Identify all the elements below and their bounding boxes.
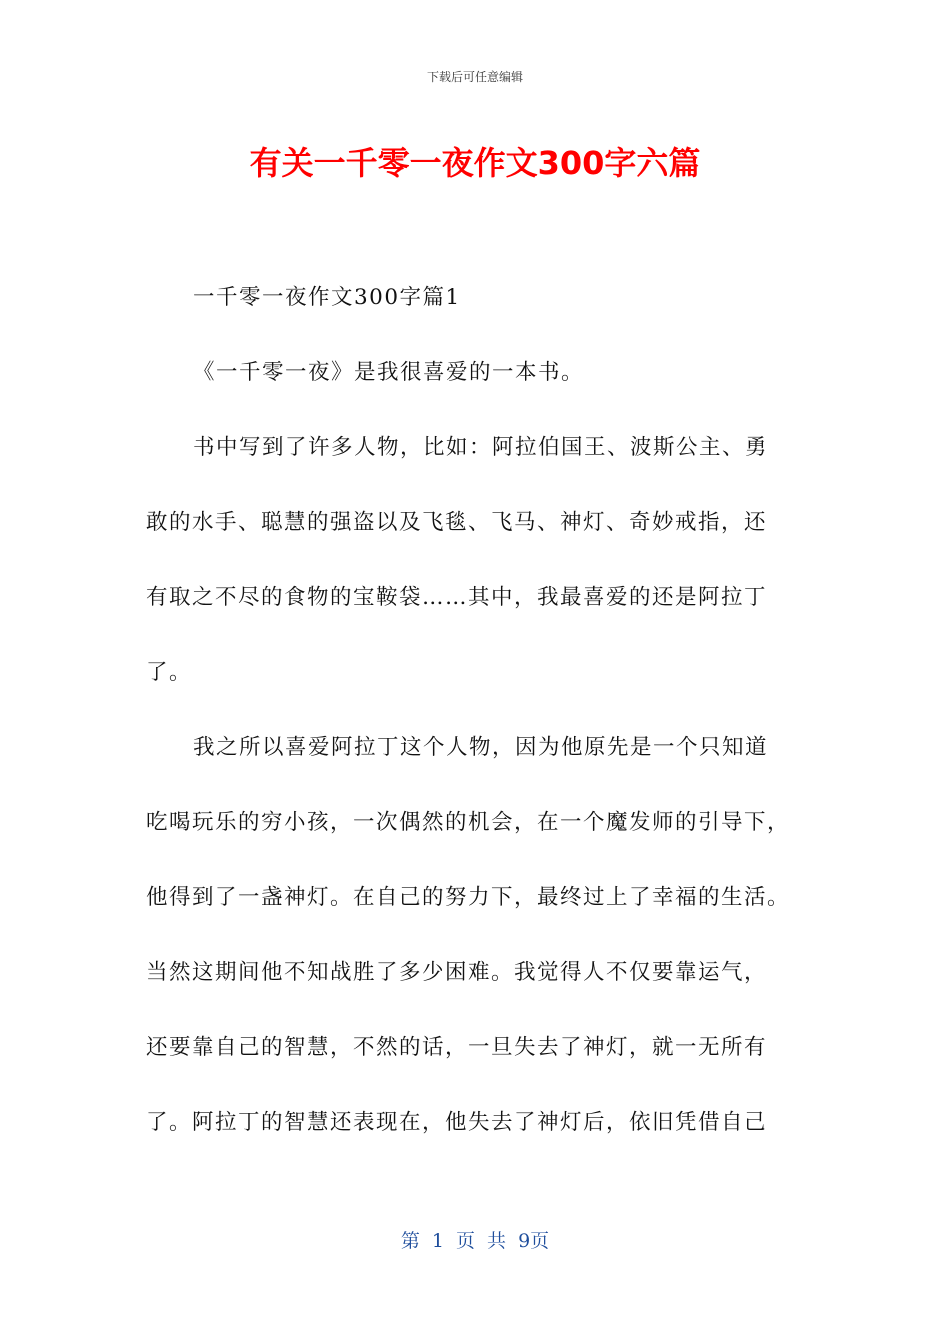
paragraph-line: 《一千零一夜》是我很喜爱的一本书。	[193, 360, 585, 385]
paragraph-line: 书中写到了许多人物，比如：阿拉伯国王、波斯公主、勇	[193, 435, 769, 460]
paragraph-line: 我之所以喜爱阿拉丁这个人物，因为他原先是一个只知道	[193, 735, 769, 760]
header-note: 下载后可任意编辑	[426, 70, 523, 84]
paragraph-line: 了。阿拉丁的智慧还表现在，他失去了神灯后，依旧凭借自己	[146, 1110, 768, 1135]
section-heading: 一千零一夜作文300字篇1	[193, 285, 461, 310]
paragraph-line: 有取之不尽的食物的宝鞍袋……其中，我最喜爱的还是阿拉丁	[146, 585, 768, 610]
paragraph-line: 他得到了一盏神灯。在自己的努力下，最终过上了幸福的生活。	[146, 885, 791, 910]
paragraph-line: 吃喝玩乐的穷小孩，一次偶然的机会，在一个魔发师的引导下，	[146, 810, 791, 835]
paragraph-line: 还要靠自己的智慧，不然的话，一旦失去了神灯，就一无所有	[146, 1035, 768, 1060]
page-number: 第 1 页 共 9页	[400, 1230, 550, 1252]
paragraph-line: 当然这期间他不知战胜了多少困难。我觉得人不仅要靠运气，	[146, 960, 768, 985]
document-body	[146, 276, 816, 1176]
paragraph-line: 了。	[146, 660, 193, 685]
document-title: 有关一千零一夜作文300字六篇	[249, 144, 701, 182]
paragraph-line: 敢的水手、聪慧的强盗以及飞毯、飞马、神灯、奇妙戒指，还	[146, 510, 768, 535]
